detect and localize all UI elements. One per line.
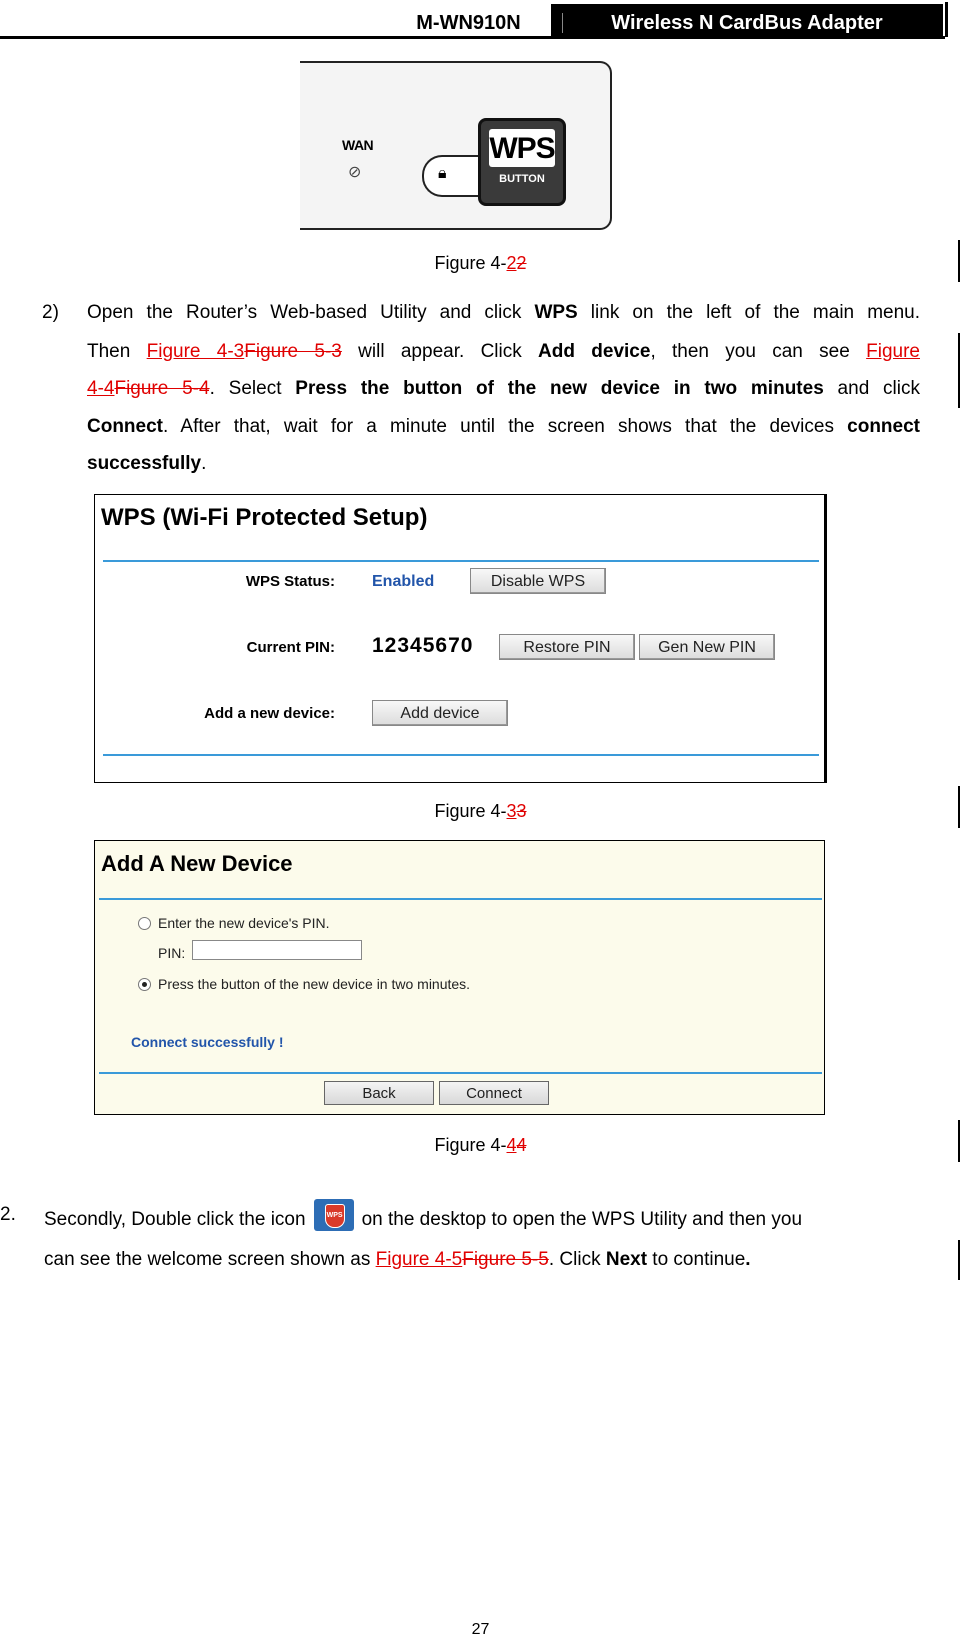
- step2-line-2: [87, 341, 920, 363]
- panel-title: Add A New Device: [101, 851, 293, 876]
- caption-number-old: 4: [516, 1135, 527, 1155]
- step2-line-3: [87, 378, 920, 400]
- panel-title: WPS (Wi-Fi Protected Setup): [101, 504, 428, 531]
- caption-number-new: 3: [506, 801, 517, 821]
- push-button-option-label: Press the button of the new device in two minutes.: [158, 976, 471, 992]
- caption-number-new: 2: [506, 253, 517, 273]
- back-button[interactable]: Back: [324, 1081, 434, 1105]
- wps-button-sublabel: BUTTON: [499, 173, 545, 185]
- figure-link[interactable]: Figure 4-3: [146, 341, 245, 362]
- current-pin-label: Current PIN:: [246, 639, 335, 656]
- caption-prefix: Figure 4-: [434, 801, 507, 821]
- step2-line-1: [87, 302, 920, 324]
- caption-number-new: 4: [506, 1135, 517, 1155]
- gen-new-pin-button[interactable]: Gen New PIN: [639, 634, 775, 660]
- text-bold: Connect: [87, 416, 163, 437]
- restore-pin-button[interactable]: Restore PIN: [499, 634, 635, 660]
- page-number: 27: [471, 1621, 490, 1638]
- text: . Click: [548, 1249, 606, 1270]
- wps-button-label: WPS: [489, 129, 555, 167]
- text: Secondly, Double click the icon: [44, 1209, 306, 1231]
- add-device-label: Add a new device:: [204, 705, 335, 722]
- figure-link[interactable]: 4-4: [87, 378, 115, 399]
- figure-link[interactable]: Figure 4-5: [375, 1249, 463, 1270]
- figure-link-deleted: Figure 5-3: [244, 341, 342, 362]
- pin-option-radio[interactable]: [138, 917, 151, 930]
- text-bold: connect: [847, 416, 920, 437]
- caption-prefix: Figure 4-: [434, 1135, 507, 1155]
- add-device-button[interactable]: Add device: [372, 700, 508, 726]
- change-bar: [958, 333, 960, 408]
- divider: [103, 754, 819, 756]
- text: , then you can see: [650, 341, 867, 362]
- caption-number-old: 3: [516, 801, 527, 821]
- divider: [99, 1072, 822, 1074]
- text-bold: Add device: [538, 341, 651, 362]
- pin-option-label: Enter the new device's PIN.: [158, 915, 330, 931]
- disable-wps-button[interactable]: Disable WPS: [470, 568, 606, 594]
- radio-selected-dot: [142, 982, 147, 987]
- router-wps-button-image: [300, 61, 612, 230]
- text: . Select: [209, 378, 296, 399]
- figure-link-deleted: Figure 5-5: [462, 1249, 549, 1270]
- text: will appear. Click: [341, 341, 539, 362]
- pin-input[interactable]: [192, 940, 362, 960]
- text-bold: WPS: [534, 302, 578, 323]
- change-bar: [958, 1240, 960, 1280]
- text: to continue: [647, 1249, 746, 1270]
- text: Open the Router’s Web-based Utility and click: [87, 302, 535, 323]
- divider: [103, 560, 819, 562]
- push-button-option-radio[interactable]: [138, 978, 151, 991]
- step-number: 2): [42, 302, 59, 323]
- figure-link-deleted: Figure 5-4: [114, 378, 210, 399]
- text: . After that, wait for a minute until the screen shows that the devices: [163, 416, 848, 437]
- current-pin-value: 12345670: [372, 634, 474, 657]
- connect-success-message: Connect successfully !: [131, 1034, 284, 1050]
- text: .: [201, 453, 207, 474]
- header-model: M-WN910N: [416, 12, 521, 34]
- pin-field-label: PIN:: [158, 945, 186, 961]
- text-bold: .: [745, 1249, 751, 1270]
- wan-label: WAN: [342, 137, 374, 153]
- wps-status-value: Enabled: [372, 573, 435, 590]
- shield-icon: WPS: [325, 1204, 345, 1228]
- wps-utility-icon[interactable]: [314, 1199, 354, 1231]
- text: on the desktop to open the WPS Utility and then you: [361, 1209, 803, 1231]
- header-rule: [0, 36, 945, 39]
- caption-number-old: 2: [516, 253, 527, 273]
- text: link on the left of the main menu.: [577, 302, 920, 323]
- wps-settings-panel: [94, 494, 827, 783]
- header-end-bar: [945, 2, 948, 37]
- step2-line-5: [87, 453, 206, 475]
- text-bold: Press the button of the new device in two minutes: [295, 378, 824, 399]
- text: can see the welcome screen shown as: [44, 1249, 376, 1270]
- text: Then: [87, 341, 147, 362]
- step2-line-4: [87, 416, 920, 438]
- header-title: Wireless N CardBus Adapter: [551, 4, 943, 37]
- text: and click: [823, 378, 920, 399]
- header-separator: [562, 13, 563, 33]
- add-new-device-panel: [94, 840, 825, 1115]
- caption-prefix: Figure 4-: [434, 253, 507, 273]
- step-second-line-1: [44, 1204, 920, 1236]
- divider: [99, 898, 822, 900]
- wan-led-icon: ⊘: [348, 164, 362, 181]
- step-number: 2.: [0, 1204, 16, 1225]
- figure-caption: [0, 800, 961, 822]
- figure-link[interactable]: Figure: [866, 341, 920, 362]
- text-bold: Next: [605, 1249, 648, 1270]
- lock-icon: 🔒︎: [438, 165, 447, 182]
- step-second-line-2: [44, 1249, 751, 1271]
- figure-caption: [0, 1134, 961, 1156]
- wps-status-label: WPS Status:: [245, 573, 335, 590]
- text-bold: successfully: [87, 453, 202, 474]
- connect-button[interactable]: Connect: [439, 1081, 549, 1105]
- figure-caption: [0, 252, 961, 274]
- wps-hardware-button: [478, 118, 566, 206]
